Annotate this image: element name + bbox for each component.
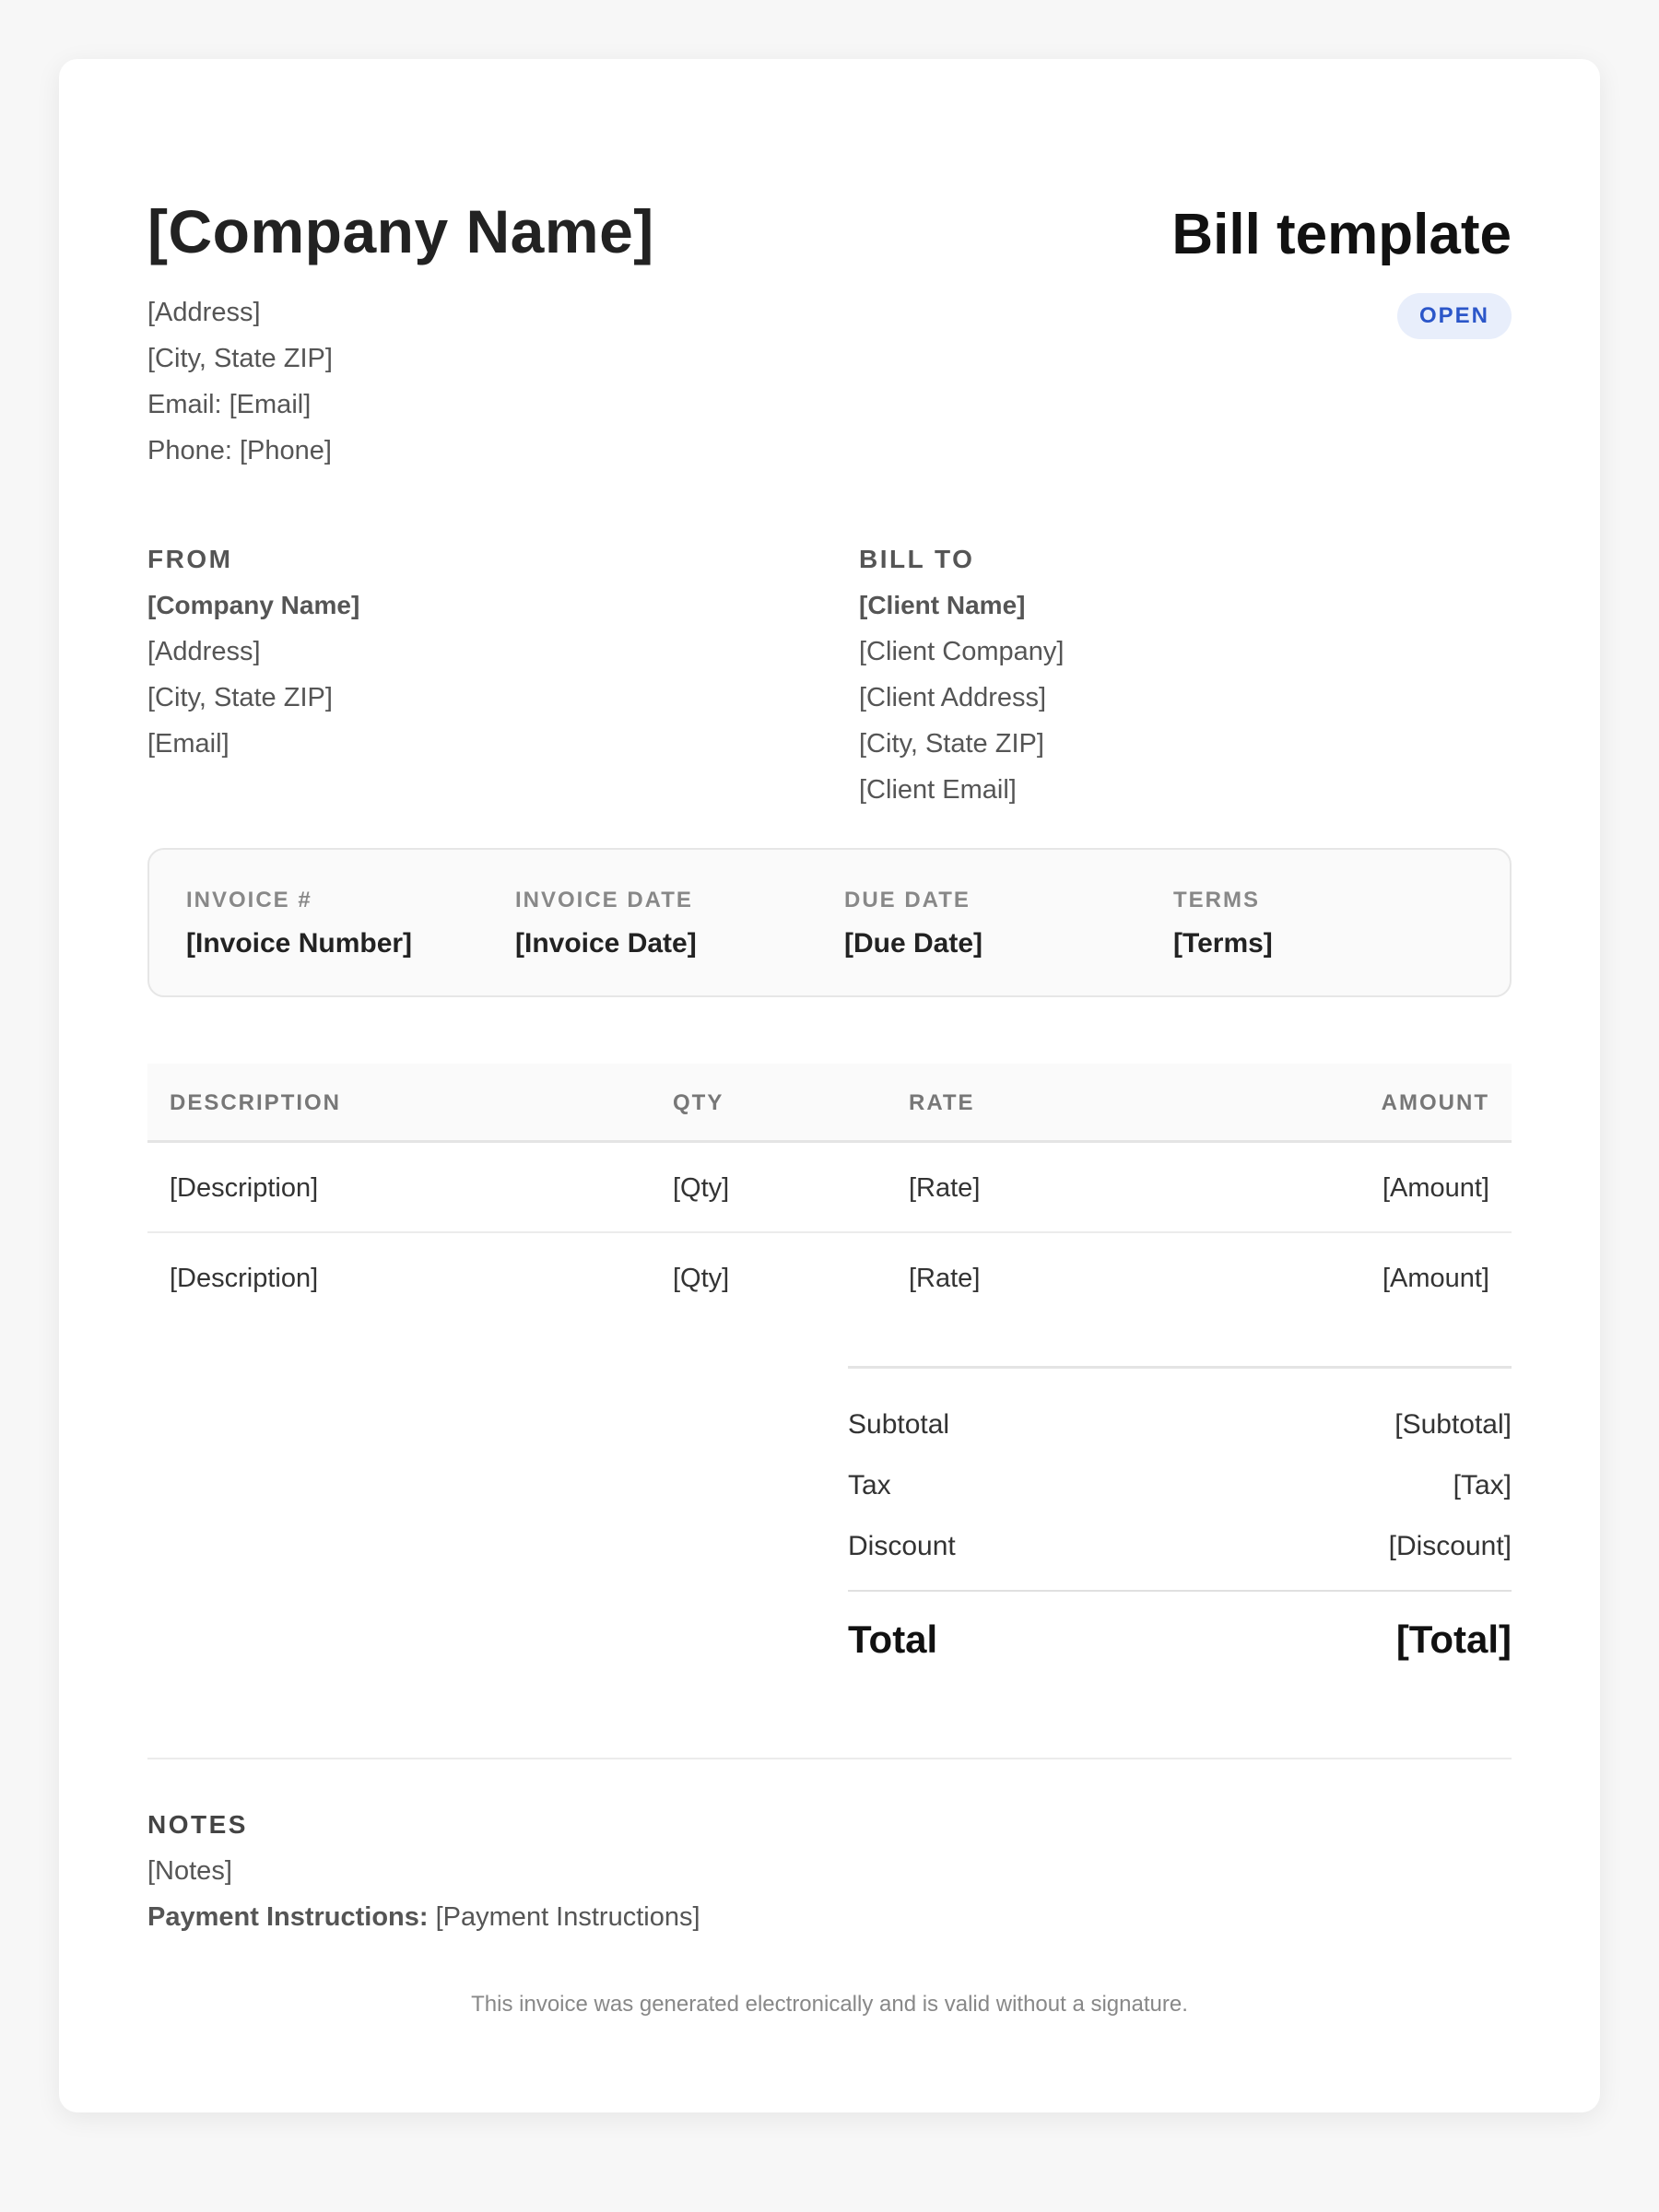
- from-company-name: [Company Name]: [147, 591, 360, 619]
- status-badge: OPEN: [1397, 293, 1512, 339]
- client-address: [Client Address]: [859, 683, 1047, 712]
- tax-row: [848, 1455, 1512, 1516]
- meta-value: [Invoice Date]: [515, 928, 697, 959]
- client-company: [Client Company]: [859, 637, 1065, 666]
- cell-amount: [Amount]: [1382, 1173, 1489, 1203]
- company-address: [Address]: [147, 298, 261, 327]
- subtotal-row: [848, 1394, 1512, 1455]
- meta-value: [Due Date]: [844, 928, 983, 959]
- cell-rate: [Rate]: [909, 1264, 981, 1293]
- totals-section: [848, 1366, 1512, 1686]
- meta-due-date: [844, 887, 982, 962]
- invoice-meta-box: [147, 848, 1512, 997]
- total-value: [Total]: [1395, 1618, 1512, 1661]
- parties-section: [147, 498, 1512, 848]
- invoice-header: [147, 147, 1512, 498]
- cell-description: [Description]: [170, 1173, 319, 1203]
- from-email: [Email]: [147, 729, 229, 759]
- meta-value: [Terms]: [1173, 928, 1273, 959]
- tax-label: Tax: [848, 1470, 891, 1500]
- meta-label: DUE DATE: [844, 888, 971, 912]
- discount-value: [Discount]: [1388, 1531, 1512, 1561]
- cell-qty: [Qty]: [673, 1264, 730, 1293]
- header-description: DESCRIPTION: [170, 1090, 342, 1115]
- meta-label: INVOICE #: [186, 888, 312, 912]
- cell-amount: [Amount]: [1382, 1264, 1489, 1293]
- table-header: [147, 1064, 1512, 1143]
- from-city-state-zip: [City, State ZIP]: [147, 683, 333, 712]
- total-row: [848, 1590, 1512, 1686]
- meta-label: INVOICE DATE: [515, 888, 693, 912]
- client-city-state-zip: [City, State ZIP]: [859, 729, 1044, 759]
- tax-value: [Tax]: [1453, 1470, 1512, 1500]
- invoice-card: [59, 59, 1600, 2112]
- table-row: [147, 1233, 1512, 1324]
- client-email: [Client Email]: [859, 775, 1017, 805]
- discount-label: Discount: [848, 1531, 956, 1561]
- bill-to-heading: BILL TO: [859, 545, 975, 573]
- meta-value: [Invoice Number]: [186, 928, 413, 959]
- meta-terms: [1173, 887, 1273, 962]
- cell-rate: [Rate]: [909, 1173, 981, 1203]
- company-details: [147, 289, 333, 474]
- company-city-state-zip: [City, State ZIP]: [147, 344, 333, 373]
- header-rate: RATE: [909, 1090, 975, 1115]
- from-block: [147, 498, 359, 767]
- payment-instructions-value: [Payment Instructions]: [435, 1902, 700, 1932]
- from-heading: FROM: [147, 545, 233, 573]
- discount-row: [848, 1516, 1512, 1577]
- footer-note: This invoice was generated electronically and is valid without a signature.: [471, 1992, 1188, 2017]
- payment-instructions: [147, 1894, 1512, 1940]
- notes-heading: NOTES: [147, 1810, 248, 1839]
- invoice-content: [147, 147, 1512, 2023]
- bill-to-block: [859, 498, 1064, 813]
- from-address: [Address]: [147, 637, 261, 666]
- cell-description: [Description]: [170, 1264, 319, 1293]
- company-phone: Phone: [Phone]: [147, 436, 332, 465]
- client-name: [Client Name]: [859, 591, 1026, 619]
- meta-invoice-number: [186, 887, 412, 962]
- company-name: [Company Name]: [147, 197, 654, 265]
- total-label: Total: [848, 1618, 938, 1661]
- document-title: Bill template: [1171, 203, 1512, 266]
- subtotal-label: Subtotal: [848, 1409, 950, 1440]
- meta-invoice-date: [515, 887, 697, 962]
- subtotal-value: [Subtotal]: [1394, 1409, 1512, 1440]
- company-email: Email: [Email]: [147, 390, 312, 419]
- notes-text: [Notes]: [147, 1856, 232, 1886]
- header-qty: QTY: [673, 1090, 724, 1115]
- meta-label: TERMS: [1173, 888, 1260, 912]
- payment-instructions-label: Payment Instructions:: [147, 1902, 429, 1932]
- line-items-table: [147, 1064, 1512, 1324]
- table-row: [147, 1143, 1512, 1233]
- header-amount: AMOUNT: [1381, 1090, 1489, 1115]
- notes-section: [147, 1758, 1512, 2023]
- cell-qty: [Qty]: [673, 1173, 730, 1203]
